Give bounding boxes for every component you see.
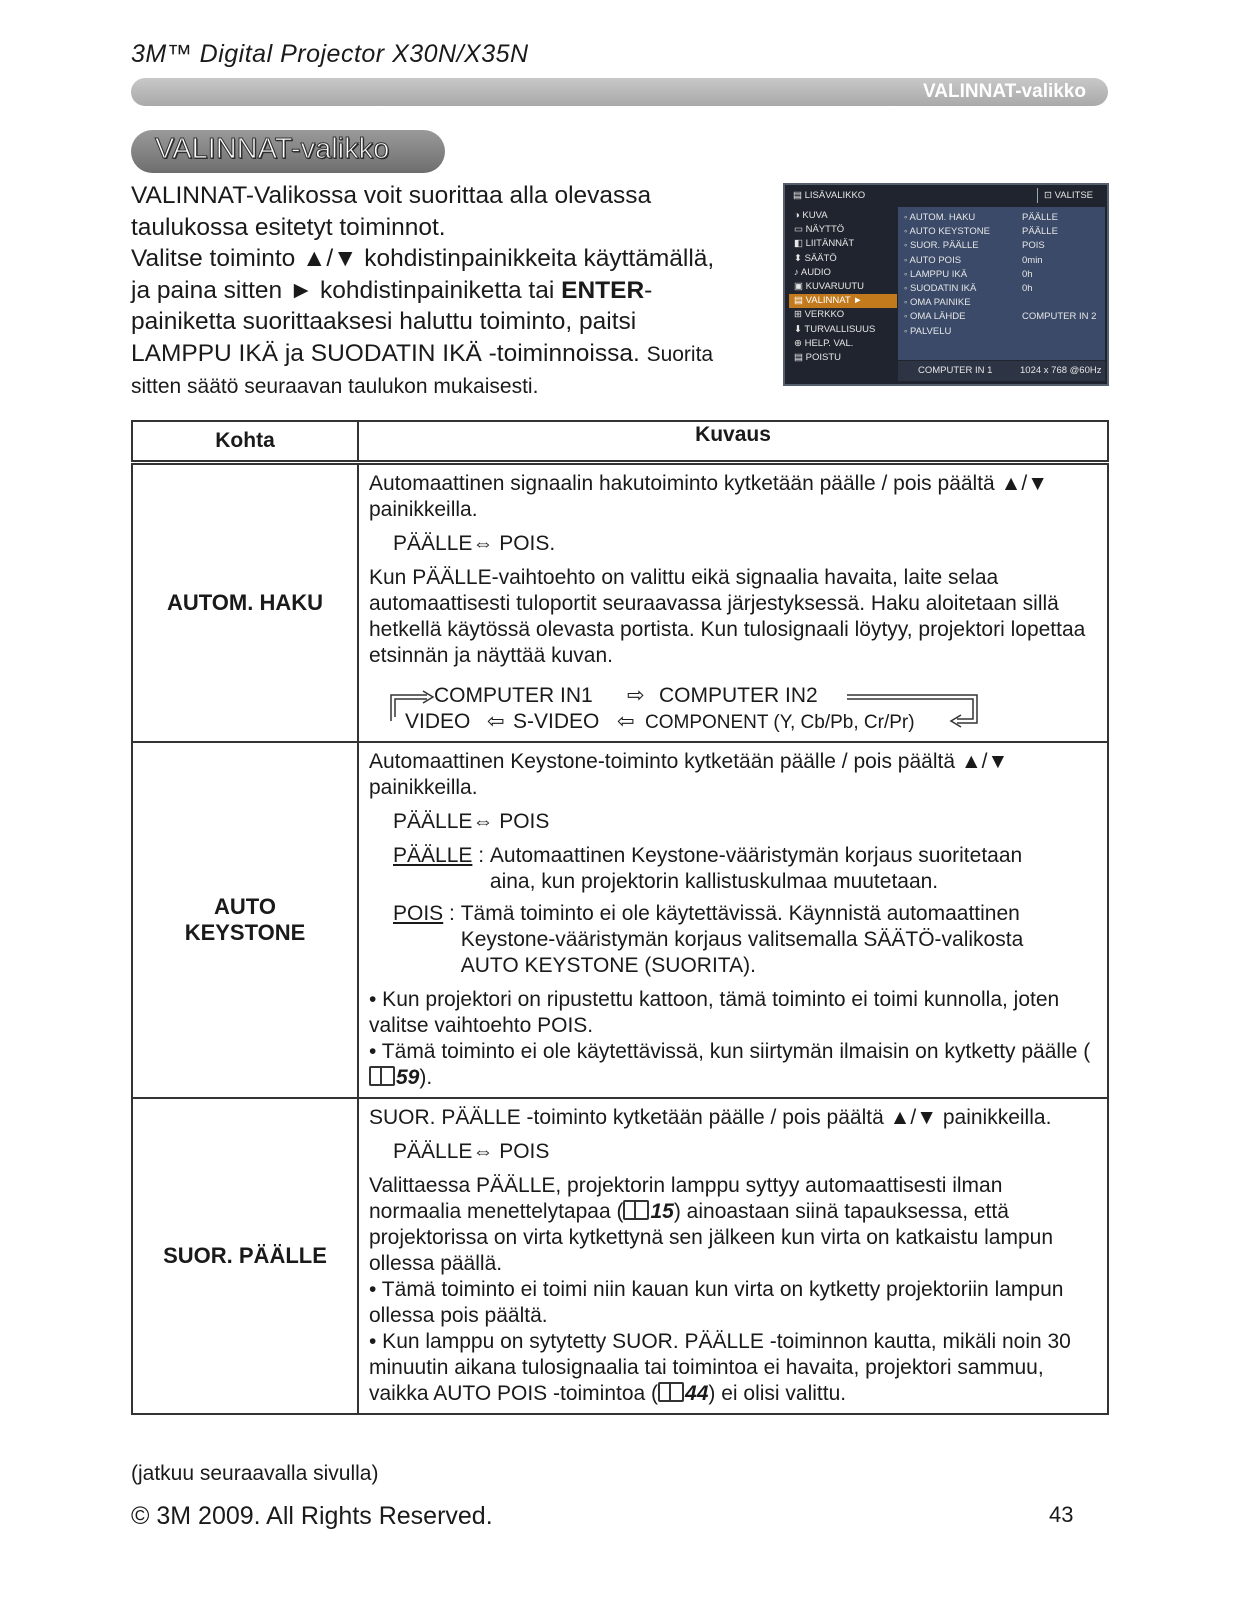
osd-option-row [904,211,1104,225]
intro-paragraph [131,180,771,403]
copyright: © 3M 2009. All Rights Reserved. [131,1502,493,1530]
description-text: Automaattinen Keystone-toiminto kytketään päälle / pois päältä ▲/▼ painikkeilla. [369,750,1009,799]
intro-line: VALINNAT-Valikossa voit suorittaa alla olevassa [131,182,652,209]
osd-menu-item: ⬇ TURVALLISUUS [794,323,876,335]
osd-option-row [904,296,1104,310]
intro-line: taulukossa esitetyt toiminnot. [131,213,446,241]
osd-menu-item: ⊕ HELP. VAL. [794,337,854,349]
osd-menu-item: ◧ LIITÄNNÄT [794,238,855,250]
osd-status-source: COMPUTER IN 1 [918,365,993,376]
osd-option-row [904,325,1104,339]
option-label: POIS [393,902,444,925]
table-row [132,463,1108,743]
intro-line: painiketta suorittaaksesi haluttu toiminto, paitsi [131,308,637,335]
osd-menu-item: ▭ NÄYTTÖ [794,224,845,236]
osd-option-value: PÄÄLLE [1022,226,1058,238]
item-description [358,742,1108,1098]
osd-option-name: ◦ AUTO KEYSTONE [904,226,990,238]
note-text: • Tämä toiminto ei toimi niin kauan kun virta on kytketty projektoriin lampun ollessa pois päältä. [369,1278,1064,1327]
osd-menu-item: ▤ POISTU [794,351,841,363]
osd-option-value: 0min [1022,254,1043,266]
osd-option-name: ◦ AUTOM. HAKU [904,212,976,223]
intro-line: Valitse toiminto ▲/▼ kohdistinpainikkeita käyttämällä, [131,245,715,272]
osd-option-row [904,310,1104,324]
description-text: SUOR. PÄÄLLE -toiminto kytketään päälle / pois päältä ▲/▼ painikkeilla. [369,1106,1052,1129]
osd-options-panel [898,207,1105,360]
osd-option-row [904,225,1104,239]
option-text: Tämä toiminto ei ole käytettävissä. Käynnistä automaattinen Keystone-vääristymän korjaus valitsemalla SÄÄTÖ-valikosta AUTO KEYSTONE (SUORITA). [460,902,1024,977]
item-description [358,463,1108,743]
intro-line: - [644,276,653,304]
book-icon [369,1066,395,1086]
continued-note: (jatkuu seuraavalla sivulla) [131,1462,379,1485]
osd-option-row [904,239,1104,253]
table-row [132,742,1108,1098]
flow-computer-in1: COMPUTER IN1 [434,684,593,707]
osd-option-row [904,254,1104,268]
intro-line: LAMPPU IKÄ ja SUODATIN IKÄ -toiminnoissa. [131,339,647,367]
osd-option-name: ◦ PALVELU [904,325,952,337]
osd-option-value: 0h [1022,268,1033,280]
osd-menu-item: ♪ AUDIO [794,266,831,278]
item-description [358,1098,1108,1414]
osd-status-bar [898,361,1105,381]
osd-option-name: ◦ OMA PAINIKE [904,297,971,309]
item-name: SUOR. PÄÄLLE [132,1098,358,1414]
osd-option-value: COMPUTER IN 2 [1022,311,1097,323]
flow-s-video: S-VIDEO [513,710,600,733]
osd-option-name: ◦ OMA LÄHDE [904,311,966,323]
intro-line: Suorita [646,342,714,366]
osd-option-name: ◦ SUOR. PÄÄLLE [904,240,979,252]
item-name: AUTO KEYSTONE [132,742,358,1098]
flow-computer-in2: COMPUTER IN2 [659,684,818,707]
option-values: PÄÄLLE⇔ POIS [393,810,550,833]
option-label: PÄÄLLE [393,844,473,867]
option-on-explanation: PÄÄLLE : Automaattinen Keystone-vääristymän korjaus suoritetaan aina, kun projektorin kallistuskulmaa muutetaan. [369,843,1097,895]
enter-key-label: ENTER [561,276,645,304]
page-number: 43 [1049,1502,1074,1527]
osd-menu-item: ◑ KUVA [794,210,828,221]
header-bar [131,78,1108,106]
option-values: PÄÄLLE⇔ POIS. [393,532,556,555]
column-header-item: Kohta [132,421,358,463]
option-text: Automaattinen Keystone-vääristymän korjaus suoritetaan aina, kun projektorin kallistuskulmaa muutetaan. [489,844,1023,893]
flow-arrow-left-icon: ⇦ [617,710,635,733]
osd-option-value: PÄÄLLE [1022,212,1058,223]
flow-video: VIDEO [405,710,471,733]
option-values: PÄÄLLE⇔ POIS [393,1140,550,1163]
description-text: Automaattinen signaalin hakutoiminto kytketään päälle / pois päältä ▲/▼ painikkeilla. [369,472,1048,521]
table-row [132,1098,1108,1414]
osd-title: ▤ LISÄVALIKKO [793,190,866,201]
osd-menu-item: ⬍ SÄÄTÖ [794,252,837,264]
book-icon [623,1200,649,1220]
flow-arrow-left-icon: ⇦ [487,710,505,733]
osd-menu-item: ⊞ VERKKO [794,309,845,321]
osd-menu-screenshot [783,183,1109,386]
flow-arrow-right-icon: ⇨ [627,684,645,707]
column-header-description: Kuvaus [358,421,1108,463]
osd-menu-list [789,209,897,365]
option-off-explanation: POIS : Tämä toiminto ei ole käytettävissä. Käynnistä automaattinen Keystone-vääristymän korjaus valitsemalla SÄÄTÖ-valikosta AUTO KEYSTONE (SUORITA). [369,901,1097,979]
osd-top-bar [789,188,1099,204]
options-table [131,420,1109,1415]
osd-option-name: ◦ LAMPPU IKÄ [904,268,968,280]
note-text: • Kun projektori on ripustettu kattoon, tämä toiminto ei toimi kunnolla, joten valitse vaihtoehto POIS. [369,988,1060,1037]
note-text: • Kun lamppu on sytytetty SUOR. PÄÄLLE -toiminnon kautta, mikäli noin 30 minuutin aikana tulosignaalia tai toimintoa ei havaita, projektori sammuu, vaikka AUTO POIS -toimintoa ( 44) ei olisi valittu. [369,1330,1071,1405]
osd-option-row [904,268,1104,282]
intro-line: ja paina sitten ► kohdistinpainiketta tai [131,276,562,304]
page-reference: 59 [396,1066,420,1089]
page-reference: 15 [650,1200,674,1223]
source-flow-diagram [383,679,1097,735]
header-section-tag: VALINNAT-valikko [923,81,1086,102]
section-heading-pill [131,130,445,173]
osd-status-signal: 1024 x 768 @60Hz [1020,365,1102,376]
osd-option-value: 0h [1022,283,1033,294]
flow-component: COMPONENT (Y, Cb/Pb, Cr/Pr) [645,712,915,733]
description-text: Valittaessa PÄÄLLE, projektorin lamppu syttyy automaattisesti ilman normaalia menettelytapaa ( 15) ainoastaan siinä tapauksessa, että projektorissa on virta kytkettynä sen jälkeen kun virta on katkaistu lampun ollessa päällä. [369,1174,1054,1275]
note-text: • Tämä toiminto ei ole käytettävissä, kun siirtymän ilmaisin on kytketty päälle (59). [369,1040,1091,1089]
item-name: AUTOM. HAKU [132,463,358,743]
description-text: Kun PÄÄLLE-vaihtoehto on valittu eikä signaalia havaita, laite selaa automaattisesti tuloportit seuraavassa järjestyksessä. Haku aloitetaan sillä hetkellä käytössä olevasta portista. Kun tulosignaali löytyy, projektori lopettaa etsinnän ja näyttää kuvan. [369,566,1086,667]
section-title: VALINNAT-valikko [155,133,390,165]
osd-option-name: ◦ SUODATIN IKÄ [904,283,977,294]
intro-line: sitten säätö seuraavan taulukon mukaisesti. [131,375,539,398]
osd-menu-item: ▤ VALINNAT ► [789,294,897,308]
osd-option-name: ◦ AUTO POIS [904,254,962,266]
page-reference: 44 [685,1382,709,1405]
book-icon [658,1382,684,1402]
osd-option-row [904,282,1104,296]
osd-select-hint: ⊡ VALITSE [1037,188,1099,203]
document-title: 3M™ Digital Projector X30N/X35N [131,40,529,68]
osd-option-value: POIS [1022,240,1045,252]
osd-menu-item: ▣ KUVARUUTU [794,280,865,292]
